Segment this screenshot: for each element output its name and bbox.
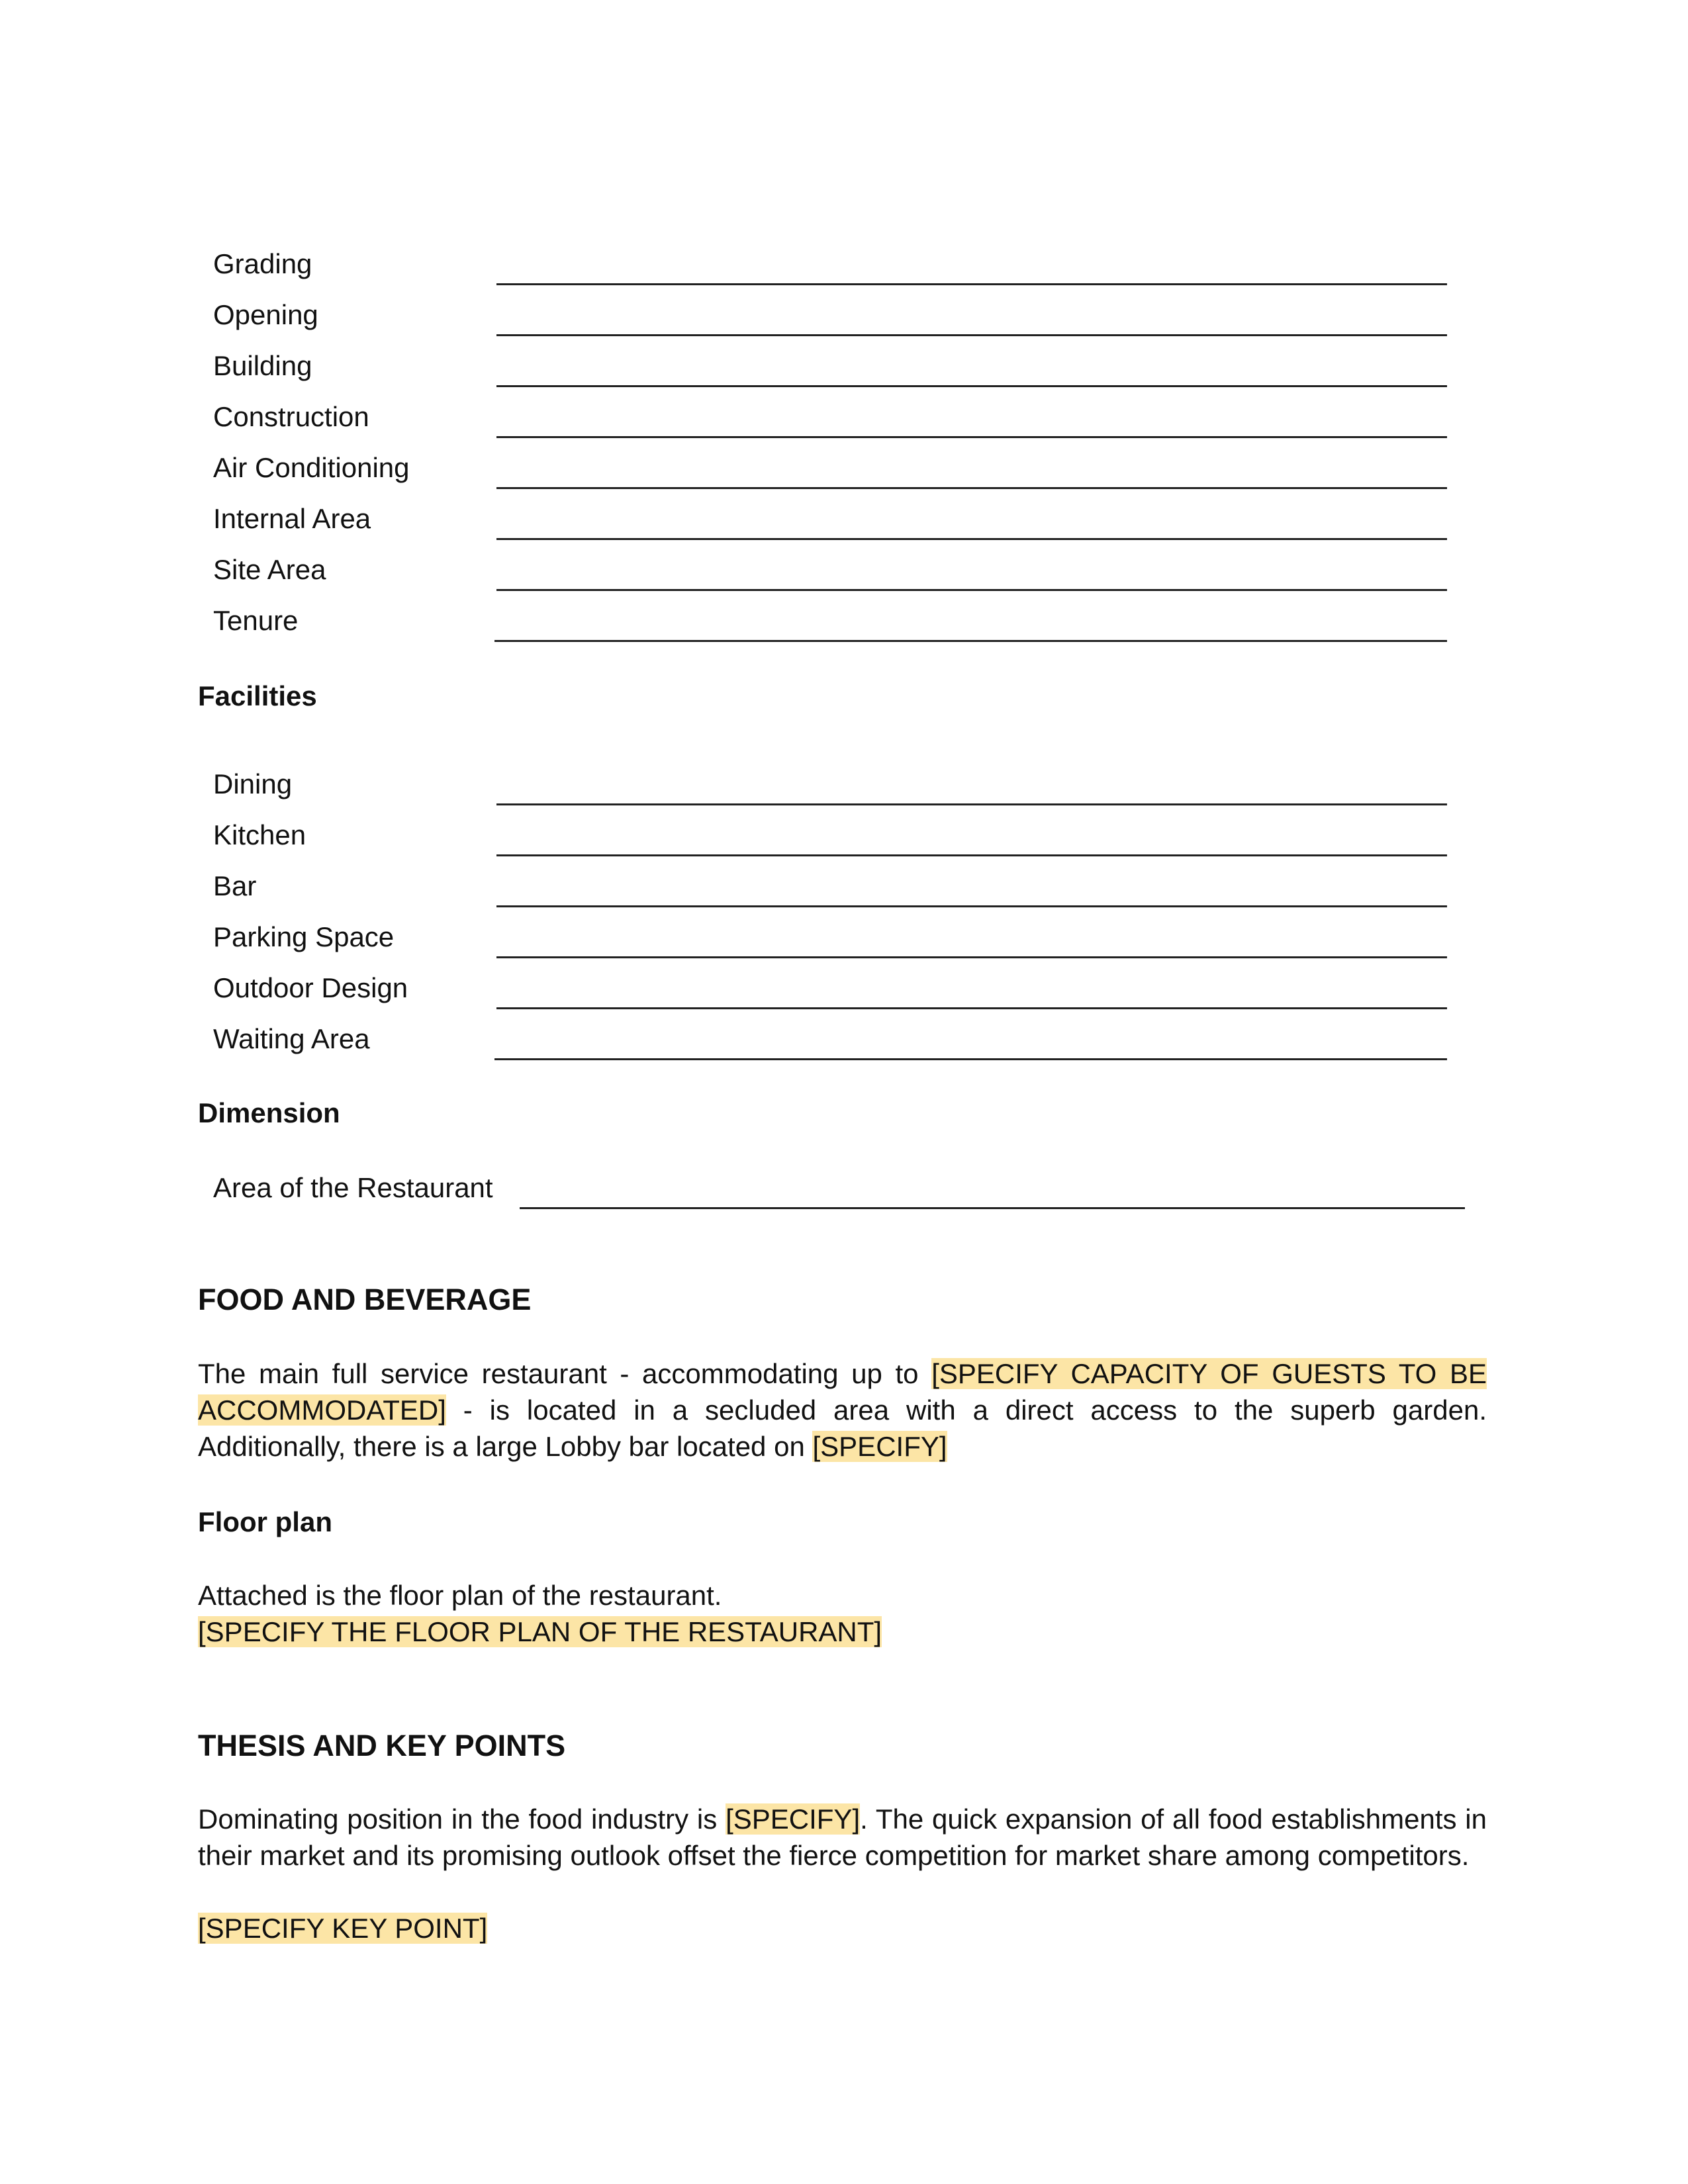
field-label-area-of-restaurant: Area of the Restaurant: [213, 1172, 493, 1203]
thesis-text-1: Dominating position in the food industry is: [198, 1803, 726, 1835]
food-beverage-paragraph: [198, 1355, 1487, 1465]
thesis-text-2: . The quick expansion of all food establishments in their market and its promising outlook offset the fierce competition for market share among competitors.: [198, 1803, 1487, 1871]
thesis-title: THESIS AND KEY POINTS: [198, 1729, 566, 1762]
thesis-paragraph: [198, 1801, 1487, 1874]
field-line-air-conditioning[interactable]: [496, 487, 1447, 489]
key-point-paragraph: [198, 1910, 1487, 1946]
field-line-dining[interactable]: [496, 803, 1447, 805]
field-line-outdoor-design[interactable]: [496, 1007, 1447, 1009]
field-label-construction: Construction: [213, 401, 369, 432]
field-label-internal-area: Internal Area: [213, 503, 371, 534]
thesis-placeholder: [SPECIFY]: [726, 1803, 861, 1835]
field-line-construction[interactable]: [496, 436, 1447, 438]
field-line-waiting-area[interactable]: [494, 1058, 1447, 1060]
field-label-opening: Opening: [213, 299, 318, 330]
field-line-tenure[interactable]: [494, 640, 1447, 642]
field-line-grading[interactable]: [496, 283, 1447, 285]
field-line-internal-area[interactable]: [496, 538, 1447, 540]
field-label-kitchen: Kitchen: [213, 819, 306, 850]
field-line-kitchen[interactable]: [496, 854, 1447, 856]
food-beverage-text-2: - is located in a secluded area with a direct access to the superb garden. Additionally, there is a large Lobby bar located on: [198, 1394, 1487, 1462]
food-beverage-text-1: The main full service restaurant - accommodating up to: [198, 1358, 932, 1389]
field-label-building: Building: [213, 350, 312, 381]
floor-plan-text: Attached is the floor plan of the restaurant.: [198, 1580, 722, 1611]
field-label-parking-space: Parking Space: [213, 921, 395, 952]
field-line-building[interactable]: [496, 385, 1447, 387]
lobby-bar-placeholder: [SPECIFY]: [812, 1431, 947, 1462]
field-line-area-of-restaurant[interactable]: [520, 1207, 1465, 1209]
floor-plan-placeholder: [SPECIFY THE FLOOR PLAN OF THE RESTAURANT]: [198, 1616, 882, 1647]
field-line-parking-space[interactable]: [496, 956, 1447, 958]
field-label-grading: Grading: [213, 248, 312, 279]
capacity-placeholder: [SPECIFY CAPACITY OF GUESTS TO BE ACCOMMODATED]: [198, 1358, 1487, 1426]
facilities-heading: Facilities: [198, 680, 317, 711]
floor-plan-heading: Floor plan: [198, 1506, 332, 1537]
field-line-bar[interactable]: [496, 905, 1447, 907]
field-line-opening[interactable]: [496, 334, 1447, 336]
field-label-bar: Bar: [213, 870, 257, 901]
field-label-dining: Dining: [213, 768, 293, 799]
field-label-tenure: Tenure: [213, 605, 299, 636]
field-label-waiting-area: Waiting Area: [213, 1023, 370, 1054]
food-beverage-title: FOOD AND BEVERAGE: [198, 1283, 532, 1316]
field-line-site-area[interactable]: [496, 589, 1447, 591]
key-point-placeholder: [SPECIFY KEY POINT]: [198, 1913, 488, 1944]
field-label-air-conditioning: Air Conditioning: [213, 452, 410, 483]
field-label-site-area: Site Area: [213, 554, 326, 585]
floor-plan-paragraph: [198, 1577, 1487, 1650]
field-label-outdoor-design: Outdoor Design: [213, 972, 408, 1003]
dimension-heading: Dimension: [198, 1097, 340, 1128]
